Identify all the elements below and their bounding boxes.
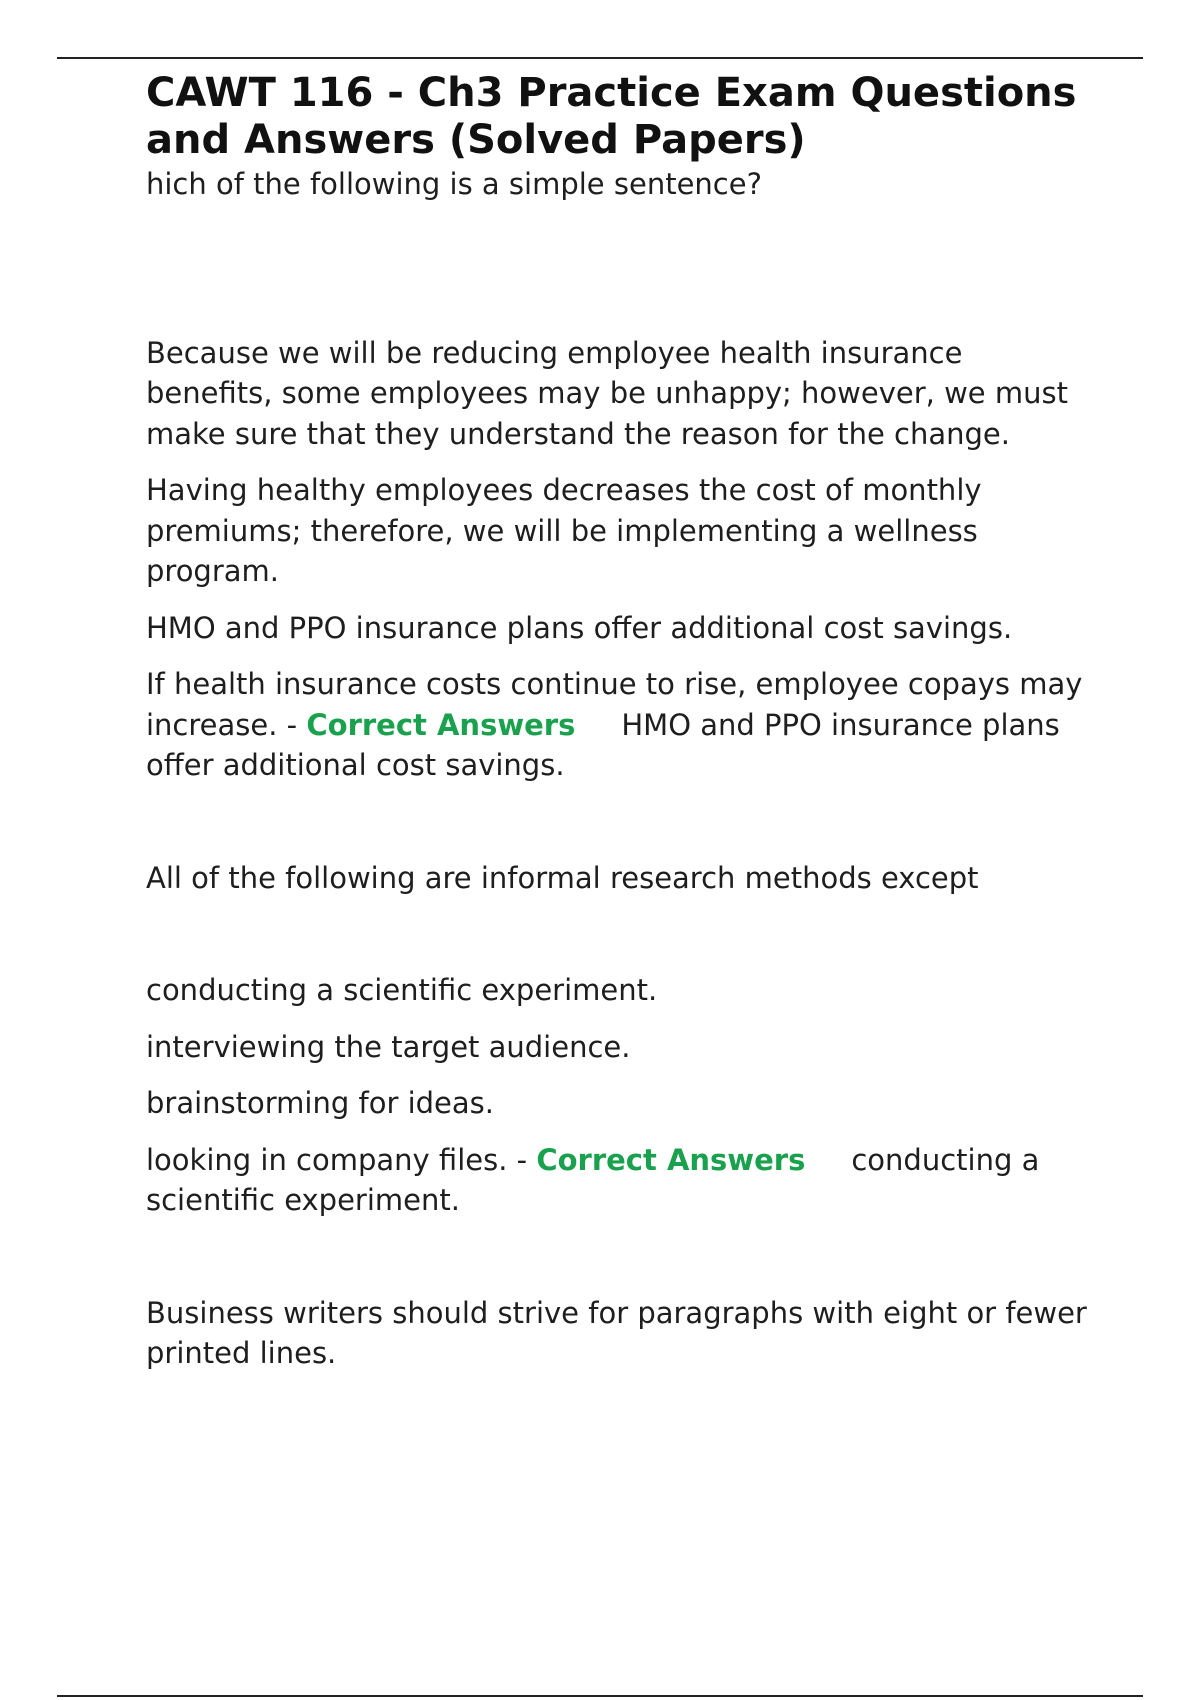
question-2-option-1: conducting a scientific experiment. <box>146 973 658 1007</box>
question-2-answer-text: conducting a scientific experiment. <box>146 1142 1040 1217</box>
question-2-answer-label: Correct Answers <box>536 1142 806 1177</box>
question-3-prompt: Business writers should strive for paragraphs with eight or fewer printed lines. <box>146 1295 1087 1370</box>
question-1-option-4-with-answer <box>146 664 1096 786</box>
question-2-option-4-with-answer <box>146 1140 1096 1221</box>
document-body <box>146 70 1096 1374</box>
question-1-prompt: hich of the following is a simple sentence? <box>146 167 762 201</box>
question-1-answer-label: Correct Answers <box>306 707 576 742</box>
question-1-option-2: Having healthy employees decreases the cost of monthly premiums; therefore, we will be implementing a wellness program. <box>146 473 982 588</box>
top-divider <box>57 57 1143 59</box>
question-2-option-3: brainstorming for ideas. <box>146 1086 494 1120</box>
question-2-option-2: interviewing the target audience. <box>146 1029 631 1064</box>
bottom-divider <box>57 1695 1143 1697</box>
question-2-option-4: looking in company files. - <box>146 1142 537 1177</box>
question-1-option-3: HMO and PPO insurance plans offer additional cost savings. <box>146 610 1013 645</box>
question-1-answer-text: HMO and PPO insurance plans offer additional cost savings. <box>146 707 1060 782</box>
question-1-option-1: Because we will be reducing employee health insurance benefits, some employees may be unhappy; however, we must make sure that they understand the reason for the change. <box>146 335 1068 451</box>
question-1-option-4: If health insurance costs continue to rise, employee copays may increase. - <box>146 667 1083 742</box>
document-title: CAWT 116 - Ch3 Practice Exam Questions and Answers (Solved Papers) <box>146 70 1077 163</box>
question-2-prompt: All of the following are informal research methods except <box>146 860 979 895</box>
